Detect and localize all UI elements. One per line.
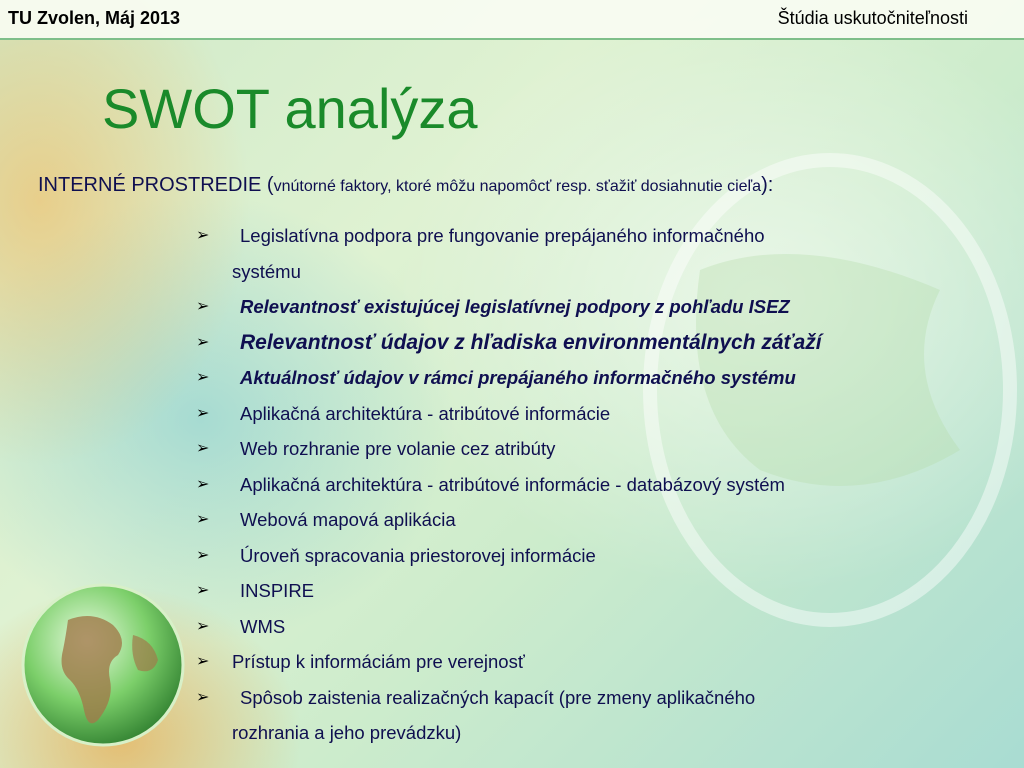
list-item-text: Spôsob zaistenia realizačných kapacít (pre zmeny aplikačného — [240, 686, 756, 708]
bullet-arrow-icon: ➢ — [196, 404, 210, 422]
header-institution-date: TU Zvolen, Máj 2013 — [8, 8, 181, 28]
bullet-arrow-icon: ➢ — [196, 227, 210, 244]
bullet-arrow-icon: ➢ — [196, 511, 210, 528]
subheading-main: INTERNÉ PROSTREDIE ( — [38, 174, 274, 196]
list-item-text: Relevantnosť údajov z hľadiska environmentálnych záťaží — [240, 330, 822, 354]
header-bar — [0, 0, 1024, 40]
list-item-text: Aktuálnosť údajov v rámci prepájaného informačného systému — [240, 367, 796, 388]
slide-title: SWOT analýza — [102, 77, 478, 140]
list-item — [196, 431, 1006, 467]
list-item-continuation: systému — [232, 260, 301, 282]
section-subheading — [38, 174, 773, 197]
bullet-arrow-icon: ➢ — [196, 617, 210, 635]
list-item — [196, 680, 1006, 751]
list-item — [196, 325, 1006, 361]
list-item-text: Web rozhranie pre volanie cez atribúty — [240, 438, 556, 459]
subheading-detail: vnútorné faktory, ktoré môžu napomôcť resp. sťažiť dosiahnutie cieľa — [273, 178, 762, 195]
list-item-text: Relevantnosť existujúcej legislatívnej podpory z pohľadu ISEZ — [240, 296, 790, 317]
list-item — [196, 396, 1006, 432]
list-item — [196, 289, 1006, 325]
list-item-text: Aplikačná architektúra - atribútové informácie — [240, 402, 611, 424]
list-item-text: INSPIRE — [240, 580, 315, 601]
list-item-text: WMS — [240, 615, 286, 637]
globe-icon — [18, 580, 188, 750]
list-item-text: Úroveň spracovania priestorovej informácie — [240, 544, 596, 566]
list-item-text: Aplikačná architektúra - atribútové informácie - databázový systém — [240, 473, 785, 495]
bullet-arrow-icon: ➢ — [196, 688, 210, 706]
list-item — [196, 573, 1006, 609]
bullet-arrow-icon: ➢ — [196, 582, 210, 599]
list-item — [196, 502, 1006, 538]
bullet-arrow-icon: ➢ — [196, 546, 210, 564]
list-item — [196, 609, 1006, 645]
bullet-arrow-icon: ➢ — [196, 369, 210, 386]
list-item — [196, 218, 1006, 289]
list-item — [196, 538, 1006, 574]
bullet-arrow-icon: ➢ — [196, 440, 210, 457]
list-item — [196, 644, 1006, 680]
bullet-list — [196, 218, 1006, 751]
bullet-arrow-icon: ➢ — [196, 333, 210, 351]
list-item — [196, 467, 1006, 503]
list-item-text: Prístup k informáciám pre verejnosť — [232, 651, 525, 672]
list-item-text: Webová mapová aplikácia — [240, 509, 456, 530]
list-item-continuation: rozhrania a jeho prevádzku) — [232, 722, 462, 743]
list-item — [196, 360, 1006, 396]
bullet-arrow-icon: ➢ — [196, 653, 210, 670]
bullet-arrow-icon: ➢ — [196, 298, 210, 315]
subheading-close: ): — [761, 174, 774, 196]
list-item-text: Legislatívna podpora pre fungovanie prepájaného informačného — [240, 225, 765, 246]
header-document-type: Štúdia uskutočniteľnosti — [777, 8, 968, 28]
bullet-arrow-icon: ➢ — [196, 475, 210, 493]
